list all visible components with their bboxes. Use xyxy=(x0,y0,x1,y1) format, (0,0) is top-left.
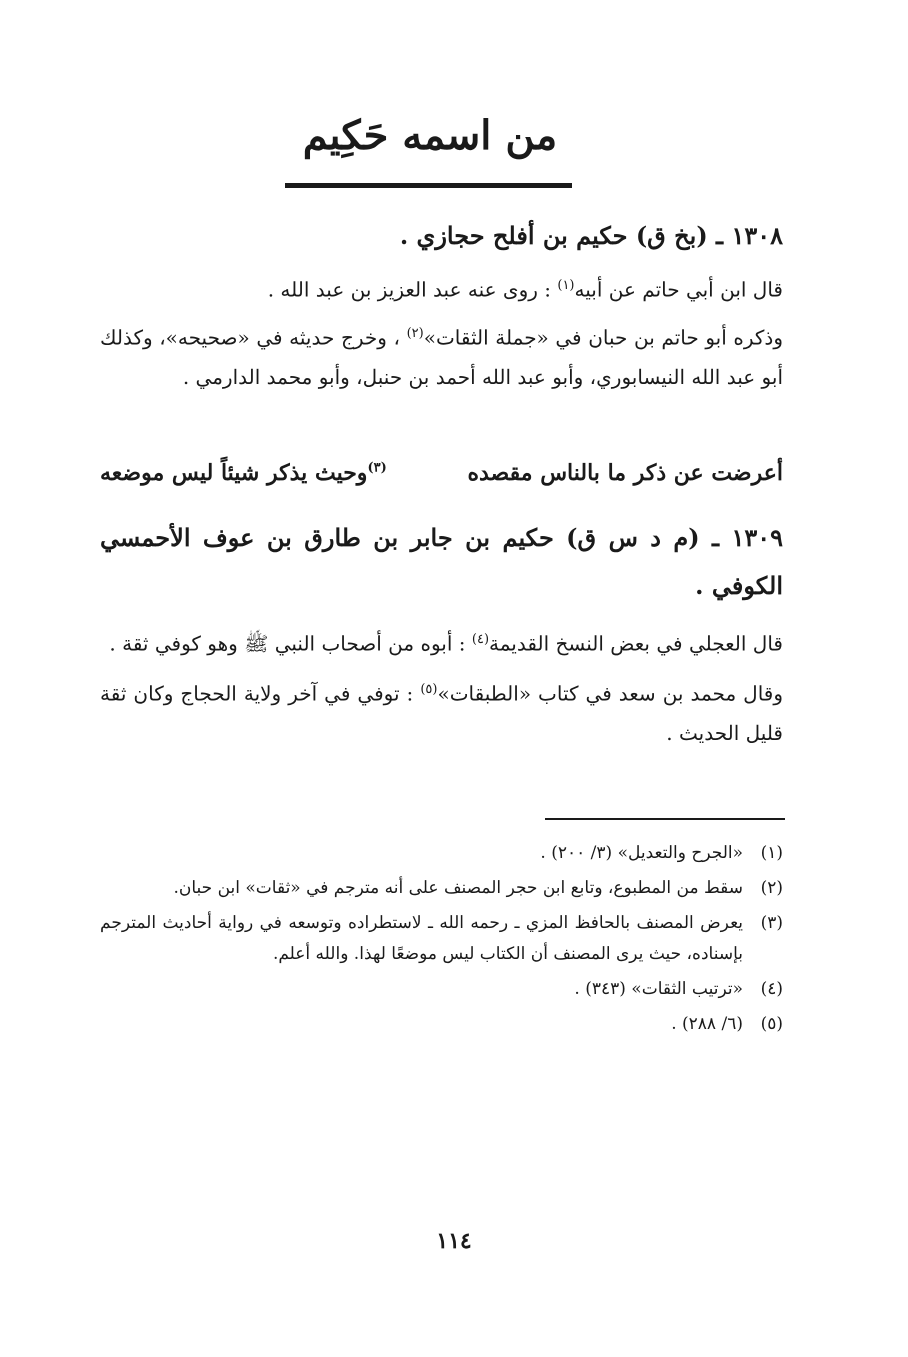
footnotes xyxy=(100,838,783,1044)
paragraph xyxy=(100,266,783,310)
footnote-number: (٢) xyxy=(760,878,783,898)
footnote-number: (٥) xyxy=(760,1014,783,1034)
entry-heading: ١٣٠٨ ـ (بخ ق) حكيم بن أفلح حجازي . xyxy=(399,221,783,250)
paragraph-text: قال العجلي في بعض النسخ القديمة xyxy=(489,631,783,656)
section-title: من اسمه حَكِيم xyxy=(302,112,558,159)
footnote xyxy=(100,908,783,970)
footnote-ref: (١) xyxy=(557,278,575,293)
page-number: ١١٤ xyxy=(436,1228,472,1254)
footnote-text: (٦/ ٢٨٨) . xyxy=(671,1014,743,1034)
paragraph xyxy=(100,670,783,754)
footnote-text: سقط من المطبوع، وتابع ابن حجر المصنف على أنه مترجم في «ثقات» ابن حبان. xyxy=(173,878,743,898)
footnote-number: (١) xyxy=(760,843,783,863)
entry-heading: ١٣٠٩ ـ (م د س ق) حكيم بن جابر بن طارق بن عوف الأحمسي الكوفي . xyxy=(100,523,783,600)
footnote xyxy=(100,1009,783,1040)
footnote xyxy=(100,838,783,869)
footnote-text: يعرض المصنف بالحافظ المزي ـ رحمه الله ـ لاستطراده وتوسعه في رواية أحاديث المترجم بإسناده، حيث يرى المصنف أن الكتاب ليس موضعًا لهذا. والله أعلم. xyxy=(100,913,743,964)
verse-hemistich-second xyxy=(100,460,387,486)
entry-1308 xyxy=(100,212,783,397)
footnote-ref: (٥) xyxy=(420,681,438,697)
footnote-text: «ترتيب الثقات» (٣٤٣) . xyxy=(574,979,743,999)
paragraph-text: : أبوه من أصحاب النبي ﷺ وهو كوفي ثقة . xyxy=(109,631,466,656)
paragraph-text: قال ابن أبي حاتم عن أبيه xyxy=(574,277,783,302)
title-underline xyxy=(285,183,572,188)
paragraph-text: ، وخرج حديثه في «صحيحه»، وكذلك أبو عبد الله النيسابوري، وأبو عبد الله أحمد بن حنبل، وأبو محمد الدارمي . xyxy=(100,325,783,390)
footnote-number: (٣) xyxy=(760,913,783,933)
footnote-ref: (٢) xyxy=(406,325,424,341)
paragraph xyxy=(100,620,783,664)
verse-hemistich-first: أعرضت عن ذكر ما بالناس مقصده xyxy=(467,460,783,486)
footnote xyxy=(100,974,783,1005)
paragraph-text: وذكره أبو حاتم بن حبان في «جملة الثقات» xyxy=(423,325,783,350)
paragraph-text: : روى عنه عبد العزيز بن عبد الله . xyxy=(267,277,551,302)
footnote-ref: (٣) xyxy=(367,460,387,476)
footnote-ref: (٤) xyxy=(471,632,490,647)
footnote xyxy=(100,873,783,904)
paragraph-text: : توفي في آخر ولاية الحجاج وكان ثقة قليل الحديث . xyxy=(100,681,783,746)
paragraph-text: وقال محمد بن سعد في كتاب «الطبقات» xyxy=(437,681,784,706)
entry-1309 xyxy=(100,514,783,753)
footnote-text: «الجرح والتعديل» (٣/ ٢٠٠) . xyxy=(540,843,743,863)
footnote-separator xyxy=(545,818,785,820)
paragraph xyxy=(100,314,783,398)
verse-text: وحيث يذكر شيئاً ليس موضعه xyxy=(100,460,368,486)
poetry-verse xyxy=(100,452,783,500)
footnote-number: (٤) xyxy=(760,979,783,999)
